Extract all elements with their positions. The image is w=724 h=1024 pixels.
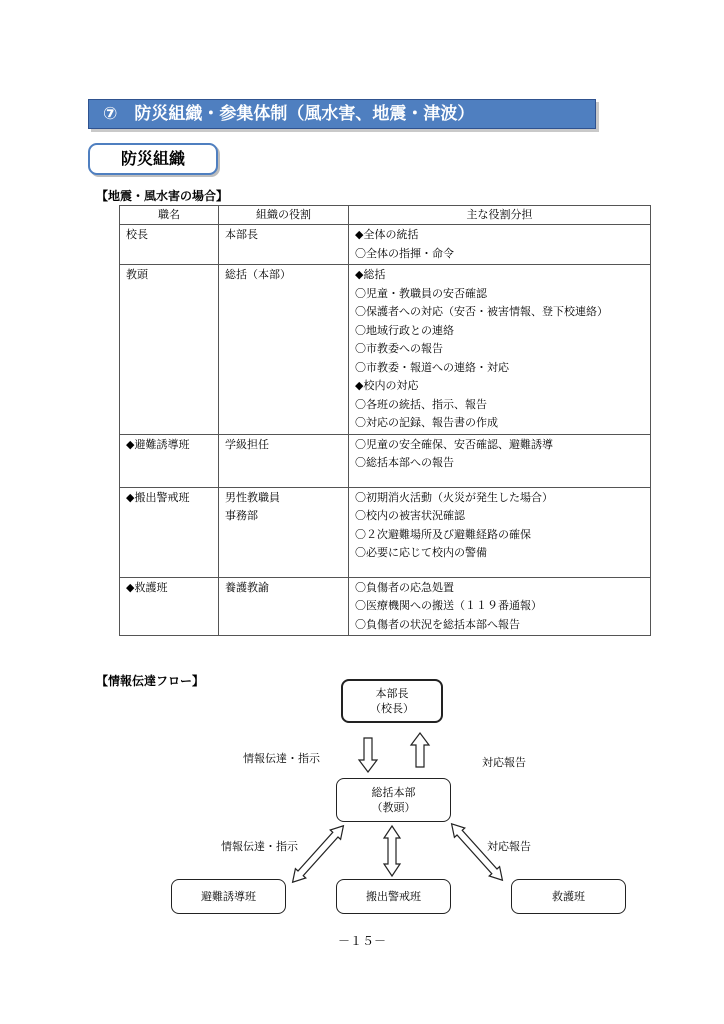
node-line: 本部長 <box>375 687 409 700</box>
header-duties: 主な役割分担 <box>349 206 651 225</box>
duty-line: 〇各班の統括、指示、報告 <box>355 397 487 411</box>
role-line: 事務部 <box>225 509 258 522</box>
arrow-bidirectional-vertical-icon <box>384 826 400 876</box>
post-cell: 教頭 <box>120 265 219 435</box>
duty-line: 〇負傷者の状況を総括本部へ報告 <box>355 617 520 631</box>
label-report-bottom: 対応報告 <box>487 840 531 853</box>
subtitle-box: 防災組織 <box>88 143 218 175</box>
node-line: （教頭） <box>371 801 416 814</box>
duty-line: 〇市教委への報告 <box>355 342 443 355</box>
flow-node-evacuation-team: 避難誘導班 <box>171 879 286 914</box>
section-title: ⑦ 防災組織・参集体制（風水害、地震・津波） <box>88 99 596 129</box>
header-role: 組織の役割 <box>219 206 349 225</box>
role-line: 男性教職員 <box>225 490 280 504</box>
label-instruct-top: 情報伝達・指示 <box>243 752 320 765</box>
duty-line: ◆全体の統括 <box>355 228 419 241</box>
duty-line: 〇校内の被害状況確認 <box>355 509 465 522</box>
duty-line: ◆総括 <box>355 268 386 281</box>
post-cell: ◆避難誘導班 <box>120 434 219 487</box>
duty-line: 〇児童の安全確保、安否確認、避難誘導 <box>355 437 553 451</box>
arrow-bidirectional-right-icon <box>446 819 507 885</box>
duty-line: 〇２次避難場所及び避難経路の確保 <box>355 527 531 541</box>
duty-line: 〇全体の指揮・命令 <box>355 246 454 260</box>
duty-line: 〇地域行政との連絡 <box>355 323 454 337</box>
flow-caption: 【情報伝達フロー】 <box>96 674 205 688</box>
role-line: 総括（本部） <box>225 268 291 281</box>
duty-line: 〇対応の記録、報告書の作成 <box>355 416 498 429</box>
duty-line: 〇市教委・報道への連絡・対応 <box>355 360 509 374</box>
duty-line: ◆校内の対応 <box>355 379 419 392</box>
duty-line: 〇児童・教職員の安否確認 <box>355 286 487 300</box>
header-post: 職名 <box>120 206 219 225</box>
arrow-down-icon <box>359 738 377 772</box>
flow-node-rescue-team: 救護班 <box>511 879 626 914</box>
label-instruct-bottom: 情報伝達・指示 <box>221 840 298 853</box>
node-line: 総括本部 <box>371 786 416 799</box>
post-cell: 校長 <box>120 225 219 265</box>
duty-line: 〇総括本部への報告 <box>355 456 454 469</box>
post-cell: ◆救護班 <box>120 577 219 636</box>
role-line: 養護教諭 <box>225 580 269 594</box>
arrow-bidirectional-left-icon <box>287 821 348 887</box>
node-line: （校長） <box>370 702 414 715</box>
duty-line: 〇初期消火活動（火災が発生した場合） <box>355 490 553 504</box>
label-report-top: 対応報告 <box>482 756 526 769</box>
duty-line: 〇負傷者の応急処置 <box>355 580 454 594</box>
page-number: －１５－ <box>337 934 386 948</box>
table-caption: 【地震・風水害の場合】 <box>96 189 229 203</box>
role-line: 本部長 <box>225 228 258 241</box>
duty-line: 〇必要に応じて校内の警備 <box>355 546 487 559</box>
duty-line: 〇保護者への対応（安否・被害情報、登下校連絡） <box>355 305 608 318</box>
arrow-up-icon <box>411 733 429 767</box>
flow-node-carryout-team: 搬出警戒班 <box>336 879 451 914</box>
role-line: 学級担任 <box>225 437 269 451</box>
post-cell: ◆搬出警戒班 <box>120 487 219 577</box>
duty-line: 〇医療機関への搬送（１１９番通報） <box>355 599 542 612</box>
